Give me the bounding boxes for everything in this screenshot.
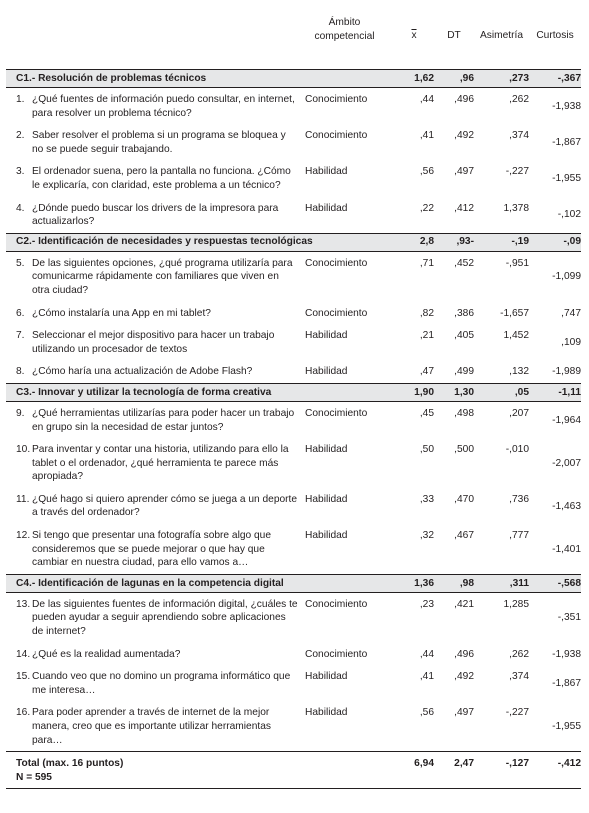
item-text: ¿Qué hago si quiero aprender cómo se juega a un deporte a través del ordenador?	[32, 493, 298, 519]
item-question	[6, 197, 299, 234]
item-text: Para poder aprender a través de internet de la mejor manera, creo que es importante utilizar herramientas para…	[32, 707, 271, 746]
total-asimetria: -,127	[474, 752, 529, 789]
item-question	[6, 160, 299, 196]
item-mean: ,56	[419, 707, 434, 719]
item-question	[6, 592, 299, 642]
section-dt: 1,30	[434, 383, 474, 401]
section-dt: ,93-	[434, 233, 474, 251]
section-asimetria: ,273	[474, 70, 529, 88]
item-number: 12.	[16, 530, 31, 542]
item-asimetria: ,262	[509, 648, 529, 660]
item-mean: ,82	[419, 307, 434, 319]
item-mean: ,41	[419, 671, 434, 683]
table-row	[6, 438, 581, 488]
section-curtosis: -,367	[529, 70, 581, 88]
section-asimetria: -,19	[474, 233, 529, 251]
table-row	[6, 251, 581, 301]
item-curtosis: -1,964	[552, 414, 581, 426]
item-asimetria: -,951	[505, 257, 529, 269]
table-row	[6, 524, 581, 574]
item-text: ¿Cómo instalaría una App en mi tablet?	[32, 307, 211, 319]
total-n: N = 595	[16, 771, 52, 783]
table-row	[6, 665, 581, 701]
section-title: C4.- Identificación de lagunas en la competencia digital	[6, 574, 394, 592]
table-body	[6, 70, 581, 789]
item-dt: ,452	[454, 257, 474, 269]
item-asimetria: ,736	[509, 493, 529, 505]
item-number: 16.	[16, 707, 31, 719]
item-question	[6, 438, 299, 488]
item-dt: ,405	[454, 330, 474, 342]
section-curtosis: -,09	[529, 233, 581, 251]
item-ambito: Conocimiento	[305, 257, 368, 269]
section-curtosis: -1,11	[529, 383, 581, 401]
item-asimetria: -,227	[505, 707, 529, 719]
item-number: 8.	[16, 366, 25, 378]
item-mean: ,22	[419, 202, 434, 214]
item-question	[6, 524, 299, 574]
item-asimetria: -,010	[505, 444, 529, 456]
section-mean: 1,62	[394, 70, 434, 88]
item-dt: ,386	[454, 307, 474, 319]
section-dt: ,98	[434, 574, 474, 592]
item-text: De las siguientes opciones, ¿qué programa utilizaría para comunicarme rápidamente con familiares que viven en otra ciudad?	[32, 257, 293, 296]
item-question	[6, 302, 299, 325]
item-curtosis: -1,867	[552, 678, 581, 690]
table-row	[6, 401, 581, 438]
item-question	[6, 665, 299, 701]
item-mean: ,32	[419, 530, 434, 542]
item-text: ¿Cómo haría una actualización de Adobe Flash?	[32, 366, 253, 378]
item-question	[6, 643, 299, 666]
item-dt: ,467	[454, 530, 474, 542]
item-curtosis: -1,099	[552, 271, 581, 283]
item-asimetria: ,262	[509, 94, 529, 105]
item-curtosis: -1,955	[552, 721, 581, 732]
section-asimetria: ,05	[474, 383, 529, 401]
item-asimetria: -1,657	[500, 307, 529, 319]
section-curtosis: -,568	[529, 574, 581, 592]
item-dt: ,497	[454, 707, 474, 719]
item-number: 3.	[16, 166, 25, 178]
section-title: C3.- Innovar y utilizar la tecnología de forma creativa	[6, 383, 394, 401]
item-asimetria: ,374	[509, 130, 529, 142]
item-mean: ,23	[419, 598, 434, 610]
item-number: 5.	[16, 257, 25, 269]
table-row	[6, 488, 581, 524]
total-label-cell	[6, 752, 394, 789]
item-ambito: Habilidad	[305, 366, 348, 378]
section-dt: ,96	[434, 70, 474, 88]
table-row	[6, 160, 581, 196]
total-mean: 6,94	[394, 752, 434, 789]
item-question	[6, 124, 299, 160]
item-dt: ,492	[454, 671, 474, 683]
item-mean: ,44	[419, 94, 434, 105]
table-row	[6, 324, 581, 360]
total-curtosis: -,412	[529, 752, 581, 789]
section-row	[6, 233, 581, 251]
item-asimetria: 1,378	[503, 202, 529, 214]
item-mean: ,33	[419, 493, 434, 505]
item-number: 6.	[16, 307, 25, 319]
item-ambito: Habilidad	[305, 166, 348, 178]
section-title: C1.- Resolución de problemas técnicos	[6, 70, 394, 88]
item-mean: ,41	[419, 130, 434, 142]
item-ambito: Habilidad	[305, 444, 348, 456]
item-asimetria: ,207	[509, 407, 529, 419]
item-number: 9.	[16, 407, 25, 419]
item-ambito: Habilidad	[305, 707, 348, 719]
item-question	[6, 88, 299, 125]
item-question	[6, 488, 299, 524]
item-mean: ,21	[419, 330, 434, 342]
header-mean	[394, 11, 434, 70]
item-dt: ,421	[454, 598, 474, 610]
header-ambito: Ámbito competencial	[314, 17, 375, 42]
section-row	[6, 383, 581, 401]
item-dt: ,498	[454, 407, 474, 419]
item-curtosis: ,747	[561, 307, 581, 319]
item-dt: ,412	[454, 202, 474, 214]
item-number: 15.	[16, 671, 31, 683]
item-ambito: Conocimiento	[305, 407, 368, 419]
item-mean: ,44	[419, 648, 434, 660]
item-mean: ,50	[419, 444, 434, 456]
section-mean: 1,90	[394, 383, 434, 401]
item-ambito: Conocimiento	[305, 598, 368, 610]
section-row	[6, 70, 581, 88]
section-asimetria: ,311	[474, 574, 529, 592]
item-curtosis: -1,867	[552, 136, 581, 148]
table-row	[6, 302, 581, 325]
item-curtosis: -,351	[557, 612, 581, 624]
item-asimetria: ,374	[509, 671, 529, 683]
header-mean-symbol: $\overline{x}$	[411, 30, 417, 41]
total-dt: 2,47	[434, 752, 474, 789]
item-curtosis: ,109	[561, 336, 581, 348]
item-asimetria: 1,452	[503, 330, 529, 342]
item-question	[6, 701, 299, 751]
item-mean: ,45	[419, 407, 434, 419]
item-text: El ordenador suena, pero la pantalla no funciona. ¿Cómo le explicaría, con claridad, este problema a un técnico?	[32, 166, 291, 191]
table-row	[6, 124, 581, 160]
table-row	[6, 88, 581, 125]
item-asimetria: 1,285	[503, 598, 529, 610]
item-dt: ,499	[454, 366, 474, 378]
item-text: ¿Dónde puedo buscar los drivers de la impresora para actualizarlos?	[32, 202, 279, 228]
item-ambito: Habilidad	[305, 671, 348, 683]
item-question	[6, 401, 299, 438]
header-item	[6, 11, 299, 70]
item-dt: ,496	[454, 94, 474, 105]
section-row	[6, 574, 581, 592]
item-number: 10.	[16, 444, 31, 456]
item-text: ¿Qué es la realidad aumentada?	[32, 648, 181, 660]
item-number: 1.	[16, 94, 25, 105]
item-question	[6, 360, 299, 383]
item-dt: ,470	[454, 493, 474, 505]
item-curtosis: -1,463	[552, 500, 581, 512]
item-ambito: Habilidad	[305, 202, 348, 214]
item-ambito: Habilidad	[305, 493, 348, 505]
total-row	[6, 752, 581, 789]
item-number: 4.	[16, 202, 25, 214]
item-text: De las siguientes fuentes de información digital, ¿cuáles te pueden ayudar a seguir aprendiendo sobre aplicaciones de internet?	[32, 598, 298, 638]
item-curtosis: -1,938	[552, 100, 581, 112]
item-number: 11.	[16, 493, 30, 505]
item-number: 14.	[16, 648, 31, 660]
table-row	[6, 592, 581, 642]
item-number: 7.	[16, 330, 25, 342]
item-text: Seleccionar el mejor dispositivo para hacer un trabajo utilizando un procesador de textos	[32, 330, 275, 355]
header-curtosis: Curtosis	[536, 30, 574, 41]
item-ambito: Conocimiento	[305, 648, 368, 660]
item-asimetria: ,777	[509, 530, 529, 542]
item-text: Si tengo que presentar una fotografía sobre algo que consideremos que se puede mejorar o que hay que cambiar en nuestra ciudad, para ello vamos a…	[32, 530, 272, 569]
statistics-table	[6, 11, 581, 789]
item-curtosis: -1,955	[552, 173, 581, 185]
item-text: ¿Qué fuentes de información puedo consultar, en internet, para resolver un problema técnico?	[32, 94, 295, 119]
item-dt: ,500	[454, 444, 474, 456]
item-curtosis: -1,401	[552, 543, 581, 555]
table-row	[6, 643, 581, 666]
item-text: ¿Qué herramientas utilizarías para poder hacer un trabajo en grupo sin la necesidad de estar juntos?	[32, 407, 295, 433]
header-asimetria: Asimetría	[479, 30, 524, 41]
header-row	[6, 11, 581, 70]
item-asimetria: ,132	[509, 366, 529, 378]
item-curtosis: -2,007	[552, 457, 581, 469]
item-question	[6, 251, 299, 301]
item-ambito: Habilidad	[305, 530, 348, 542]
table-row	[6, 197, 581, 234]
section-title: C2.- Identificación de necesidades y respuestas tecnológicas	[6, 233, 394, 251]
item-text: Saber resolver el problema si un programa se bloquea y no se puede seguir trabajando.	[32, 130, 286, 155]
item-mean: ,71	[419, 257, 434, 269]
table-row	[6, 701, 581, 751]
item-dt: ,497	[454, 166, 474, 178]
item-ambito: Conocimiento	[305, 94, 368, 105]
item-asimetria: -,227	[505, 166, 529, 178]
item-curtosis: -1,938	[552, 648, 581, 660]
item-text: Cuando veo que no domino un programa informático que me interesa…	[32, 671, 291, 696]
total-label: Total (max. 16 puntos)	[16, 758, 124, 770]
item-ambito: Conocimiento	[305, 130, 368, 142]
section-mean: 1,36	[394, 574, 434, 592]
item-text: Para inventar y contar una historia, utilizando para ello la tablet o el ordenador, ¿qué herramienta te parece más apropiada?	[32, 444, 289, 483]
item-mean: ,47	[419, 366, 434, 378]
item-mean: ,56	[419, 166, 434, 178]
item-number: 13.	[16, 598, 31, 610]
item-curtosis: -1,989	[552, 366, 581, 378]
item-dt: ,496	[454, 648, 474, 660]
item-ambito: Conocimiento	[305, 307, 368, 319]
table-row	[6, 360, 581, 383]
header-dt: DT	[447, 30, 461, 41]
item-number: 2.	[16, 130, 25, 142]
item-ambito: Habilidad	[305, 330, 348, 342]
item-dt: ,492	[454, 130, 474, 142]
section-mean: 2,8	[394, 233, 434, 251]
item-question	[6, 324, 299, 360]
item-curtosis: -,102	[557, 209, 581, 221]
